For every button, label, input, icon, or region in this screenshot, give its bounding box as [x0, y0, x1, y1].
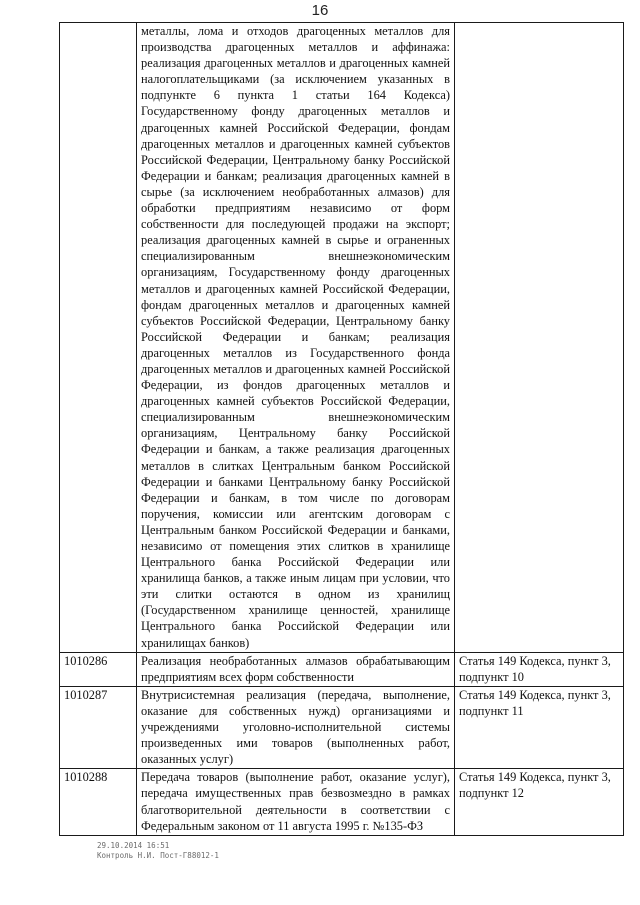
- table-row: [60, 686, 624, 768]
- operation-description: Реализация необработанных алмазов обрабатывающим предприятиям всех форм собственности: [137, 652, 455, 686]
- legal-reference: Статья 149 Кодекса, пункт 3, подпункт 12: [455, 769, 624, 835]
- operation-code: 1010286: [60, 652, 137, 686]
- document-footer-stamp: [97, 841, 219, 861]
- table-row: [60, 23, 624, 653]
- operation-code: 1010288: [60, 769, 137, 835]
- table-row: [60, 652, 624, 686]
- tax-code-table: [59, 22, 624, 836]
- operation-code: [60, 23, 137, 653]
- operation-description: металлы, лома и отходов драгоценных металлов для производства драгоценных металлов и аффинажа: реализация драгоценных металлов и драгоценных камней налогоплательщиками (за исключением указанных в подпункте 6 пункта 1 статьи 164 Кодекса) Государственному фонду драгоценных металлов и драгоценных камней Российской Федерации, фондам драгоценных металлов и драгоценных камней субъектов Российской Федерации, Центральному банку Российской Федерации и банкам; реализация драгоценных камней в сырье (за исключением необработанных алмазов) для обработки предприятиям независимо от форм собственности для последующей продажи на экспорт; реализация драгоценных камней в сырье и ограненных специализированным внешнеэкономическим организациям, Государственному фонду драгоценных металлов и драгоценных камней Российской Федерации, фондам драгоценных металлов и драгоценных камней субъектов Российской Федерации, Центральному банку Российской Федерации и банкам; реализация драгоценных металлов из Государственного фонда драгоценных металлов и драгоценных камней Российской Федерации, из фондов драгоценных металлов и драгоценных камней субъектов Российской Федерации, специализированным внешнеэкономическим организациям, Центральному банку Российской Федерации и банкам, а также реализация драгоценных металлов в слитках Центральным банком Российской Федерации и банками Центральному банку Российской Федерации и банкам, в том числе по договорам поручения, комиссии или агентским договорам с Центральным банком Российской Федерации и банками, независимо от помещения этих слитков в хранилище Центрального банка Российской Федерации или хранилища банков, а также иным лицам при условии, что эти слитки остаются в одном из хранилищ (Государственном хранилище ценностей, хранилище Центрального банка Российской Федерации или хранилищах банков): [137, 23, 455, 653]
- operation-description: Передача товаров (выполнение работ, оказание услуг), передача имущественных прав безвозмездно в рамках благотворительной деятельности в соответствии с Федеральным законом от 11 августа 1995 г. №135-ФЗ: [137, 769, 455, 835]
- legal-reference: Статья 149 Кодекса, пункт 3, подпункт 10: [455, 652, 624, 686]
- legal-reference: Статья 149 Кодекса, пункт 3, подпункт 11: [455, 686, 624, 768]
- legal-reference: [455, 23, 624, 653]
- operation-code: 1010287: [60, 686, 137, 768]
- print-timestamp: 29.10.2014 16:51: [97, 841, 170, 850]
- document-control-id: Контроль Н.И. Пост-Г88012-1: [97, 851, 219, 860]
- operation-description: Внутрисистемная реализация (передача, выполнение, оказание для собственных нужд) организациями и учреждениями уголовно-исполнительной системы произведенных ими товаров (выполненных работ, оказанных услуг): [137, 686, 455, 768]
- page-number: 16: [311, 2, 329, 19]
- table-row: [60, 769, 624, 835]
